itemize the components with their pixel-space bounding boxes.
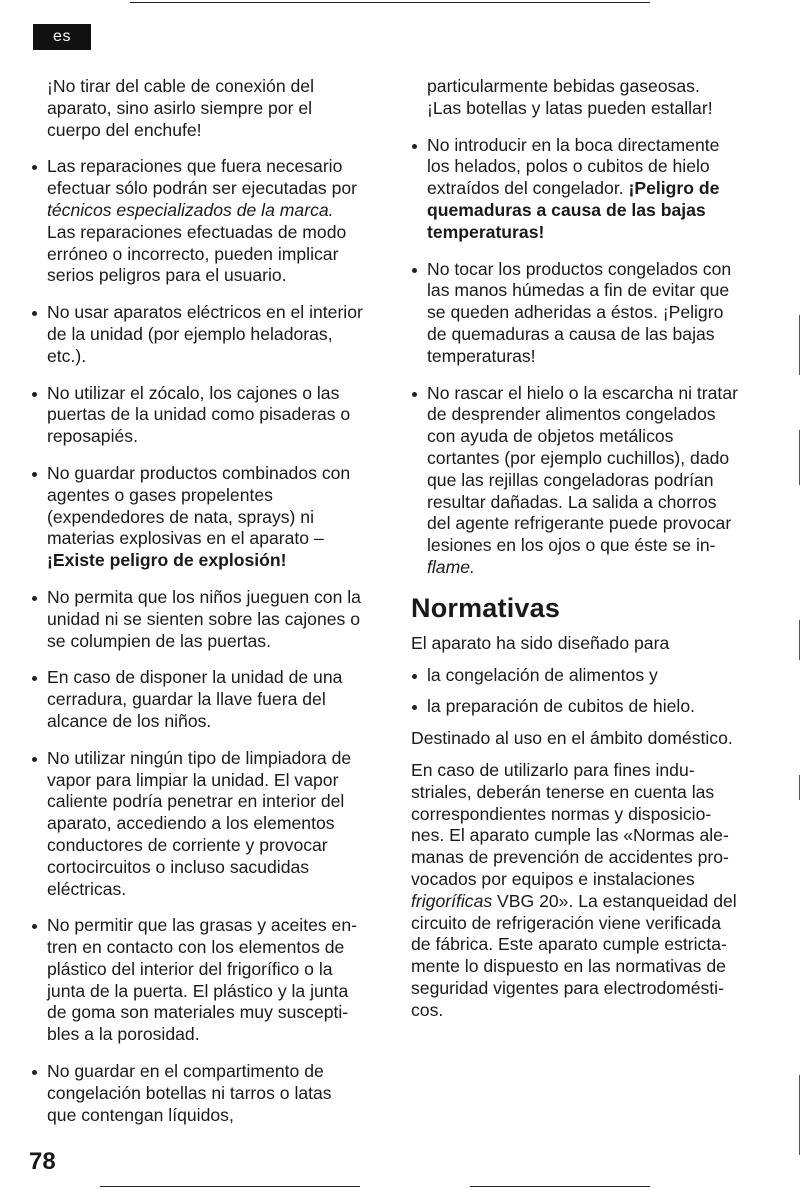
text-segment: No guardar en el compartimento de (47, 1061, 324, 1082)
text-segment: serios peligros para el usuario. (47, 265, 287, 286)
text-line (411, 869, 773, 891)
text-line (411, 825, 773, 847)
spacer (31, 141, 396, 156)
text-segment: cortocircuitos o incluso sacudidas (47, 856, 310, 877)
text-segment: No rascar el hielo o la escarcha ni tratar (427, 382, 738, 403)
text-segment: No guardar productos combinados con (47, 462, 351, 483)
left-bullet-list (31, 141, 396, 1126)
text-line (47, 1105, 396, 1127)
text-line (47, 937, 396, 959)
spacer (411, 244, 773, 259)
text-line (427, 404, 773, 426)
text-segment: VBG 20». La estanqueidad del (492, 890, 737, 911)
text-line (47, 915, 396, 937)
text-line (47, 631, 396, 653)
text-line (427, 156, 773, 178)
text-line (47, 959, 396, 981)
right-bullet-list (411, 120, 773, 579)
text-line (427, 222, 773, 244)
text-line (47, 222, 396, 244)
spacer (31, 1046, 396, 1061)
text-segment: vocados por equipos e instalaciones (411, 868, 695, 889)
text-segment: agentes o gases propelentes (47, 484, 273, 505)
text-line (47, 835, 396, 857)
industrial-use-paragraph (411, 760, 773, 1022)
text-segment: erróneo o incorrecto, pueden implicar (47, 243, 339, 264)
text-line (411, 913, 773, 935)
purpose-bullet: la preparación de cubitos de hielo. (411, 696, 773, 718)
text-line (47, 813, 396, 835)
text-line (411, 956, 773, 978)
intro-paragraph (31, 76, 396, 141)
text-segment: lesiones en los ojos o que éste se in- (427, 535, 716, 556)
text-segment: temperaturas! (427, 345, 536, 366)
text-segment: En caso de disponer la unidad de una (47, 667, 343, 688)
text-line (47, 404, 396, 426)
text-line (411, 847, 773, 869)
text-line (427, 178, 773, 200)
text-segment: cortantes (por ejemplo cuchillos), dado (427, 447, 730, 468)
text-line (47, 485, 396, 507)
spacer (411, 368, 773, 383)
continuation-line: ¡Las botellas y latas pueden estallar! (427, 97, 713, 118)
text-line (47, 667, 396, 689)
bottom-rule-right (470, 1186, 650, 1187)
intro-line: ¡No tirar del cable de conexión del (47, 76, 314, 96)
text-segment: alcance de los niños. (47, 710, 212, 731)
text-segment: En caso de utilizarlo para fines indu- (411, 759, 695, 780)
spacer (411, 718, 773, 728)
text-segment: correspondientes normas y disposicio- (411, 803, 712, 824)
text-line (47, 265, 396, 287)
spacer (31, 652, 396, 667)
bullet-item (31, 302, 396, 367)
bullet-item (31, 587, 396, 652)
text-segment: de quemaduras a causa de las bajas (427, 323, 715, 344)
text-line (47, 770, 396, 792)
text-segment: bles a la porosidad. (47, 1024, 200, 1045)
spacer (31, 368, 396, 383)
text-segment: materias explosivas en el aparato – (47, 528, 324, 549)
text-segment: de goma son materiales muy suscepti- (47, 1002, 349, 1023)
text-line (47, 748, 396, 770)
text-segment: eléctricas. (47, 878, 127, 899)
bullet-item (411, 383, 773, 579)
bold-text: ¡Existe peligro de explosión! (47, 550, 287, 571)
text-line (47, 463, 396, 485)
spacer (411, 655, 773, 665)
text-segment: los helados, polos o cubitos de hielo (427, 156, 710, 177)
bullet-item (411, 135, 773, 244)
text-line (47, 507, 396, 529)
text-line (47, 609, 396, 631)
text-segment: tren en contacto con los elementos de (47, 937, 345, 958)
text-segment: conductores de corriente y provocar (47, 834, 328, 855)
bottom-rule-left (100, 1186, 360, 1187)
text-line (47, 791, 396, 813)
text-segment: que las rejillas congeladoras podrían (427, 469, 714, 490)
text-line (47, 1024, 396, 1046)
text-line (411, 782, 773, 804)
text-line (47, 302, 396, 324)
text-segment: No tocar los productos congelados con (427, 258, 732, 279)
text-line (411, 804, 773, 826)
text-segment: se columpien de las puertas. (47, 630, 271, 651)
text-segment: No introducir en la boca directamente (427, 134, 720, 155)
section-intro: El aparato ha sido diseñado para (411, 632, 670, 653)
continuation-line: particularmente bebidas gaseosas. (427, 76, 700, 96)
spacer (31, 287, 396, 302)
text-segment: mente lo dispuesto en las normativas de (411, 956, 726, 977)
text-line (47, 426, 396, 448)
bullet-item (31, 156, 396, 287)
language-badge: es (33, 24, 91, 50)
text-segment: (expendedores de nata, sprays) ni (47, 506, 314, 527)
domestic-use-note: Destinado al uso en el ámbito doméstico. (411, 728, 733, 749)
text-segment: caliente podría penetrar en interior del (47, 791, 345, 812)
spacer (31, 448, 396, 463)
spacer (411, 120, 773, 135)
text-segment: Las reparaciones efectuadas de modo (47, 221, 347, 242)
text-line (47, 178, 396, 200)
bold-text: ¡Peligro de (628, 178, 720, 199)
continuation-paragraph (411, 76, 773, 120)
margin-mark (799, 430, 800, 485)
left-column (31, 76, 396, 1126)
text-line (47, 1061, 396, 1083)
text-segment: aparato, accediendo a los elementos (47, 813, 335, 834)
text-line (427, 302, 773, 324)
spacer (411, 750, 773, 760)
bullet-item (411, 259, 773, 368)
text-line (427, 383, 773, 405)
section-heading: Normativas (411, 592, 561, 623)
text-line (47, 383, 396, 405)
text-segment: etc.). (47, 345, 87, 366)
text-line (427, 557, 773, 579)
text-segment: reposapiés. (47, 426, 138, 447)
spacer (31, 733, 396, 748)
text-line (47, 346, 396, 368)
text-segment: striales, deberán tenerse en cuenta las (411, 781, 715, 802)
text-line (427, 280, 773, 302)
text-segment: junta de la puerta. El plástico y la junta (47, 980, 349, 1001)
text-line (411, 891, 773, 913)
text-segment: resultar dañadas. La salida a chorros (427, 491, 717, 512)
margin-mark (799, 620, 800, 660)
text-line (47, 711, 396, 733)
text-line (47, 528, 396, 550)
text-line (47, 981, 396, 1003)
text-line (427, 426, 773, 448)
text-line (47, 857, 396, 879)
text-segment: puertas de la unidad como pisaderas o (47, 404, 351, 425)
text-line (427, 513, 773, 535)
text-segment: de la unidad (por ejemplo heladoras, (47, 323, 333, 344)
bullet-item (31, 667, 396, 732)
text-segment: del agente refrigerante puede provocar (427, 513, 732, 534)
text-segment: se queden adheridas a éstos. ¡Peligro (427, 302, 724, 323)
text-line (47, 324, 396, 346)
text-line (427, 346, 773, 368)
text-segment: cos. (411, 999, 444, 1020)
text-segment: unidad ni se sienten sobre las cajones o (47, 608, 360, 629)
text-segment: extraídos del congelador. (427, 178, 629, 199)
text-line (47, 1083, 396, 1105)
text-line (47, 200, 396, 222)
margin-mark (799, 1075, 800, 1155)
margin-mark (799, 775, 800, 800)
text-line (427, 259, 773, 281)
spacer (411, 686, 773, 696)
bullet-item (31, 1061, 396, 1126)
text-segment: No utilizar ningún tipo de limpiadora de (47, 747, 352, 768)
intro-line: cuerpo del enchufe! (47, 119, 202, 140)
top-rule (130, 2, 650, 3)
text-line (47, 879, 396, 901)
text-line (427, 200, 773, 222)
text-segment: de desprender alimentos congelados (427, 404, 716, 425)
bullet-item (31, 383, 396, 448)
bullet-item (31, 748, 396, 901)
text-segment: cerradura, guardar la llave fuera del (47, 689, 326, 710)
text-line (427, 470, 773, 492)
text-segment: No permita que los niños jueguen con la (47, 586, 361, 607)
text-line (47, 587, 396, 609)
text-segment: seguridad vigentes para electrodomésti- (411, 977, 724, 998)
text-line (47, 550, 396, 572)
spacer (31, 572, 396, 587)
text-line (47, 689, 396, 711)
text-segment: congelación botellas ni tarros o latas (47, 1082, 332, 1103)
italic-text: flame. (427, 556, 475, 577)
text-line (411, 978, 773, 1000)
text-line (411, 934, 773, 956)
text-segment: circuito de refrigeración viene verificada (411, 912, 721, 933)
text-segment: de fábrica. Este aparato cumple estricta- (411, 934, 727, 955)
text-line (427, 448, 773, 470)
margin-mark (799, 315, 800, 375)
page-number: 78 (29, 1148, 56, 1175)
text-segment: No usar aparatos eléctricos en el interior (47, 302, 363, 323)
italic-text: frigoríficas (411, 890, 493, 911)
text-line (411, 760, 773, 782)
text-segment: plástico del interior del frigorífico o la (47, 958, 333, 979)
text-line (427, 135, 773, 157)
italic-text: técnicos especializados de la marca. (47, 199, 334, 220)
text-line (427, 492, 773, 514)
text-segment: con ayuda de objetos metálicos (427, 426, 674, 447)
text-line (411, 1000, 773, 1022)
text-segment: vapor para limpiar la unidad. El vapor (47, 769, 339, 790)
bold-text: temperaturas! (427, 221, 545, 242)
bullet-item (31, 463, 396, 572)
spacer (31, 900, 396, 915)
text-segment: las manos húmedas a fin de evitar que (427, 280, 730, 301)
right-column (411, 76, 773, 1021)
text-segment: nes. El aparato cumple las «Normas ale- (411, 825, 729, 846)
purpose-bullet: la congelación de alimentos y (411, 665, 773, 687)
text-segment: No utilizar el zócalo, los cajones o las (47, 382, 340, 403)
text-line (47, 244, 396, 266)
text-segment: manas de prevención de accidentes pro- (411, 847, 729, 868)
text-segment: Las reparaciones que fuera necesario (47, 156, 343, 177)
text-line (47, 156, 396, 178)
text-segment: efectuar sólo podrán ser ejecutadas por (47, 178, 358, 199)
bullet-item (31, 915, 396, 1046)
text-line (427, 535, 773, 557)
text-line (47, 1002, 396, 1024)
intro-line: aparato, sino asirlo siempre por el (47, 97, 313, 118)
text-line (427, 324, 773, 346)
bold-text: quemaduras a causa de las bajas (427, 199, 706, 220)
text-segment: No permitir que las grasas y aceites en- (47, 915, 357, 936)
text-segment: que contengan líquidos, (47, 1104, 234, 1125)
